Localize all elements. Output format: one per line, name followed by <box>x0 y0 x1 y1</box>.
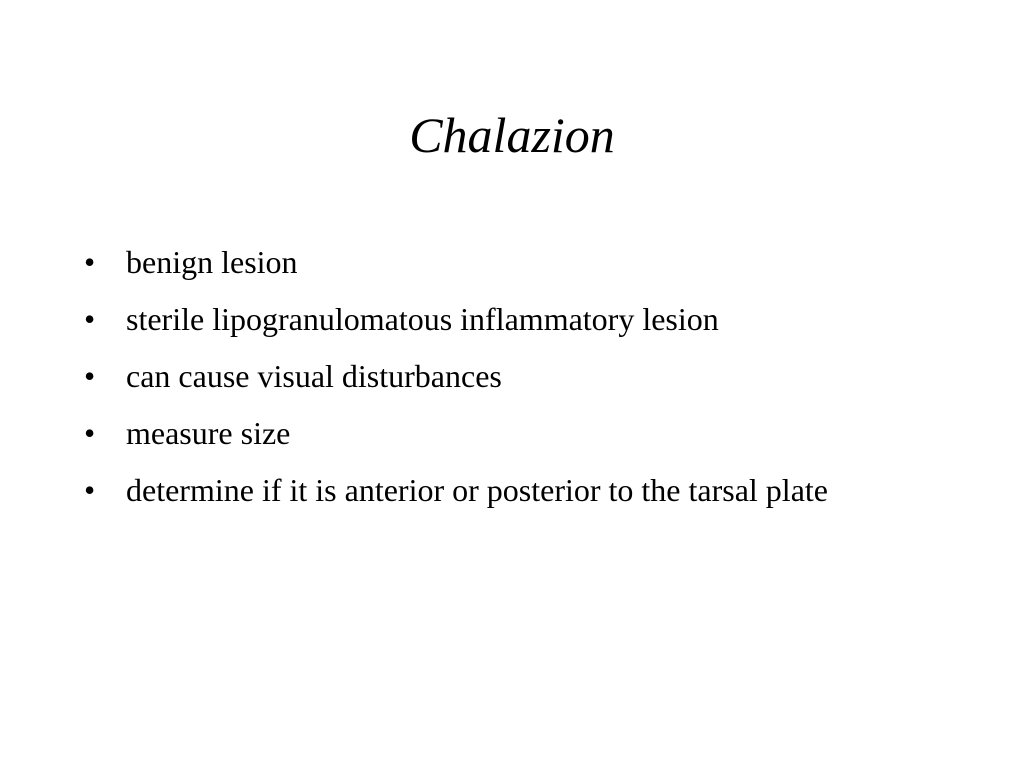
bullet-text: can cause visual disturbances <box>126 358 502 394</box>
bullet-item <box>84 295 944 343</box>
slide-title: Chalazion <box>409 107 615 163</box>
bullet-icon: • <box>84 415 96 451</box>
bullet-item <box>84 238 944 286</box>
bullet-list <box>84 238 944 523</box>
bullet-icon: • <box>84 301 96 337</box>
bullet-text: measure size <box>126 415 291 451</box>
bullet-icon: • <box>84 472 96 508</box>
bullet-text: sterile lipogranulomatous inflammatory lesion <box>126 301 719 337</box>
bullet-icon: • <box>84 358 96 394</box>
bullet-icon: • <box>84 244 96 280</box>
bullet-text: benign lesion <box>126 244 298 280</box>
bullet-item <box>84 352 944 400</box>
bullet-item <box>84 409 944 457</box>
bullet-text: determine if it is anterior or posterior to the tarsal plate <box>126 472 828 508</box>
bullet-item <box>84 466 944 514</box>
